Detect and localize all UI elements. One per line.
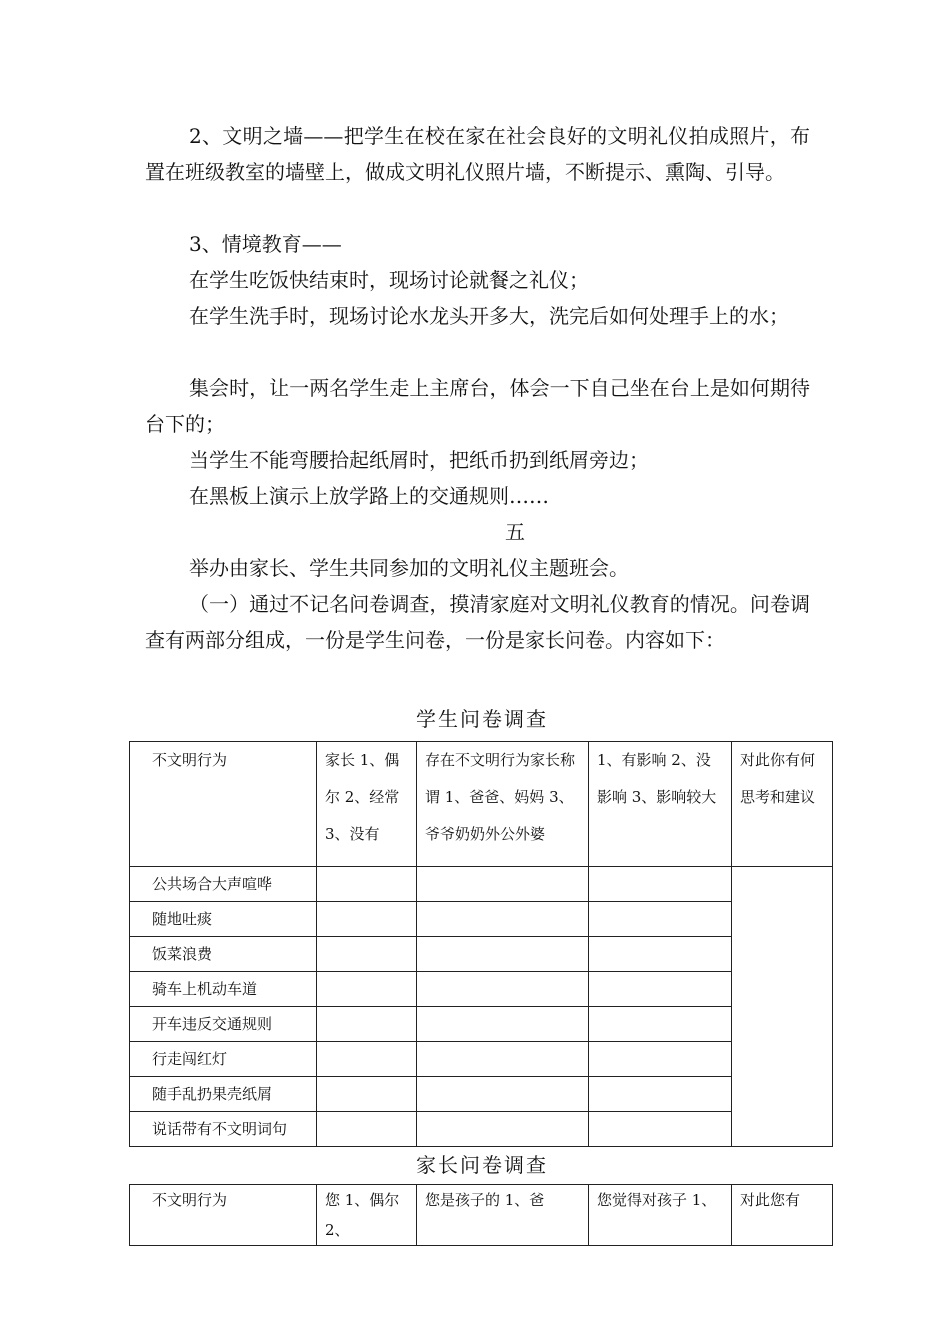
blank-cell [317,867,417,902]
blank-cell [317,1112,417,1147]
table-row [130,1042,833,1077]
header-impact: 您觉得对孩子 1、 [589,1185,732,1246]
table-row [130,867,833,902]
table-row [130,902,833,937]
student-survey-title: 学生问卷调查 [416,707,548,731]
table-row [130,1077,833,1112]
paragraph-survey-intro: （一）通过不记名问卷调查，摸清家庭对文明礼仪教育的情况。问卷调查有两部分组成，一份是学生问卷，一份是家长问卷。内容如下： [145,592,810,652]
blank-cell [589,1112,732,1147]
table-row [130,972,833,1007]
paragraph-dining: 在学生吃饭快结束时，现场讨论就餐之礼仪； [189,268,589,292]
header-frequency: 您 1、偶尔 2、 [317,1185,417,1246]
header-impact: 1、有影响 2、没影响 3、影响较大 [589,742,732,867]
paragraph-class-meeting: 举办由家长、学生共同参加的文明礼仪主题班会。 [189,556,629,580]
behavior-cell: 随手乱扔果壳纸屑 [130,1077,317,1112]
parent-survey-header-row [130,1185,833,1246]
behavior-cell: 行走闯红灯 [130,1042,317,1077]
parent-survey-title: 家长问卷调查 [416,1153,548,1177]
header-relation: 存在不文明行为家长称谓 1、爸爸、妈妈 3、爷爷奶奶外公外婆 [417,742,589,867]
blank-cell [589,937,732,972]
blank-cell [417,1007,589,1042]
blank-cell [317,972,417,1007]
blank-cell [417,867,589,902]
paragraph-litter: 当学生不能弯腰拾起纸屑时，把纸币扔到纸屑旁边； [189,448,649,472]
blank-cell [589,1077,732,1112]
header-behavior: 不文明行为 [130,742,317,867]
blank-cell [317,1007,417,1042]
student-survey-header-row [130,742,833,867]
blank-cell [589,867,732,902]
header-suggestion: 对此你有何思考和建议 [732,742,833,867]
blank-cell [317,1077,417,1112]
paragraph-civility-wall: 2、文明之墙——把学生在校在家在社会良好的文明礼仪拍成照片，布置在班级教室的墙壁上，做成文明礼仪照片墙，不断提示、熏陶、引导。 [145,124,810,184]
blank-cell [317,902,417,937]
behavior-cell: 随地吐痰 [130,902,317,937]
paragraph-traffic: 在黑板上演示上放学路上的交通规则…… [189,484,549,508]
blank-cell [417,902,589,937]
header-relation: 您是孩子的 1、爸 [417,1185,589,1246]
blank-cell [589,972,732,1007]
blank-cell [589,1007,732,1042]
behavior-cell: 骑车上机动车道 [130,972,317,1007]
blank-cell [317,1042,417,1077]
header-suggestion: 对此您有 [732,1185,833,1246]
parent-survey-table [129,1184,833,1246]
blank-cell [417,1042,589,1077]
behavior-cell: 公共场合大声喧哗 [130,867,317,902]
suggestion-cell [732,867,833,1147]
table-row [130,1112,833,1147]
blank-cell [589,902,732,937]
header-frequency: 家长 1、偶尔 2、经常 3、没有 [317,742,417,867]
paragraph-situational-education: 3、情境教育—— [189,232,342,256]
paragraph-assembly: 集会时，让一两名学生走上主席台，体会一下自己坐在台上是如何期待台下的； [145,376,810,436]
behavior-cell: 说话带有不文明词句 [130,1112,317,1147]
blank-cell [317,937,417,972]
table-row [130,937,833,972]
blank-cell [417,1112,589,1147]
blank-cell [417,937,589,972]
blank-cell [589,1042,732,1077]
table-row [130,1007,833,1042]
behavior-cell: 开车违反交通规则 [130,1007,317,1042]
blank-cell [417,1077,589,1112]
paragraph-handwashing: 在学生洗手时，现场讨论水龙头开多大，洗完后如何处理手上的水； [189,304,789,328]
blank-cell [417,972,589,1007]
header-behavior: 不文明行为 [130,1185,317,1246]
behavior-cell: 饭菜浪费 [130,937,317,972]
section-number: 五 [505,520,525,544]
student-survey-table [129,741,833,1147]
